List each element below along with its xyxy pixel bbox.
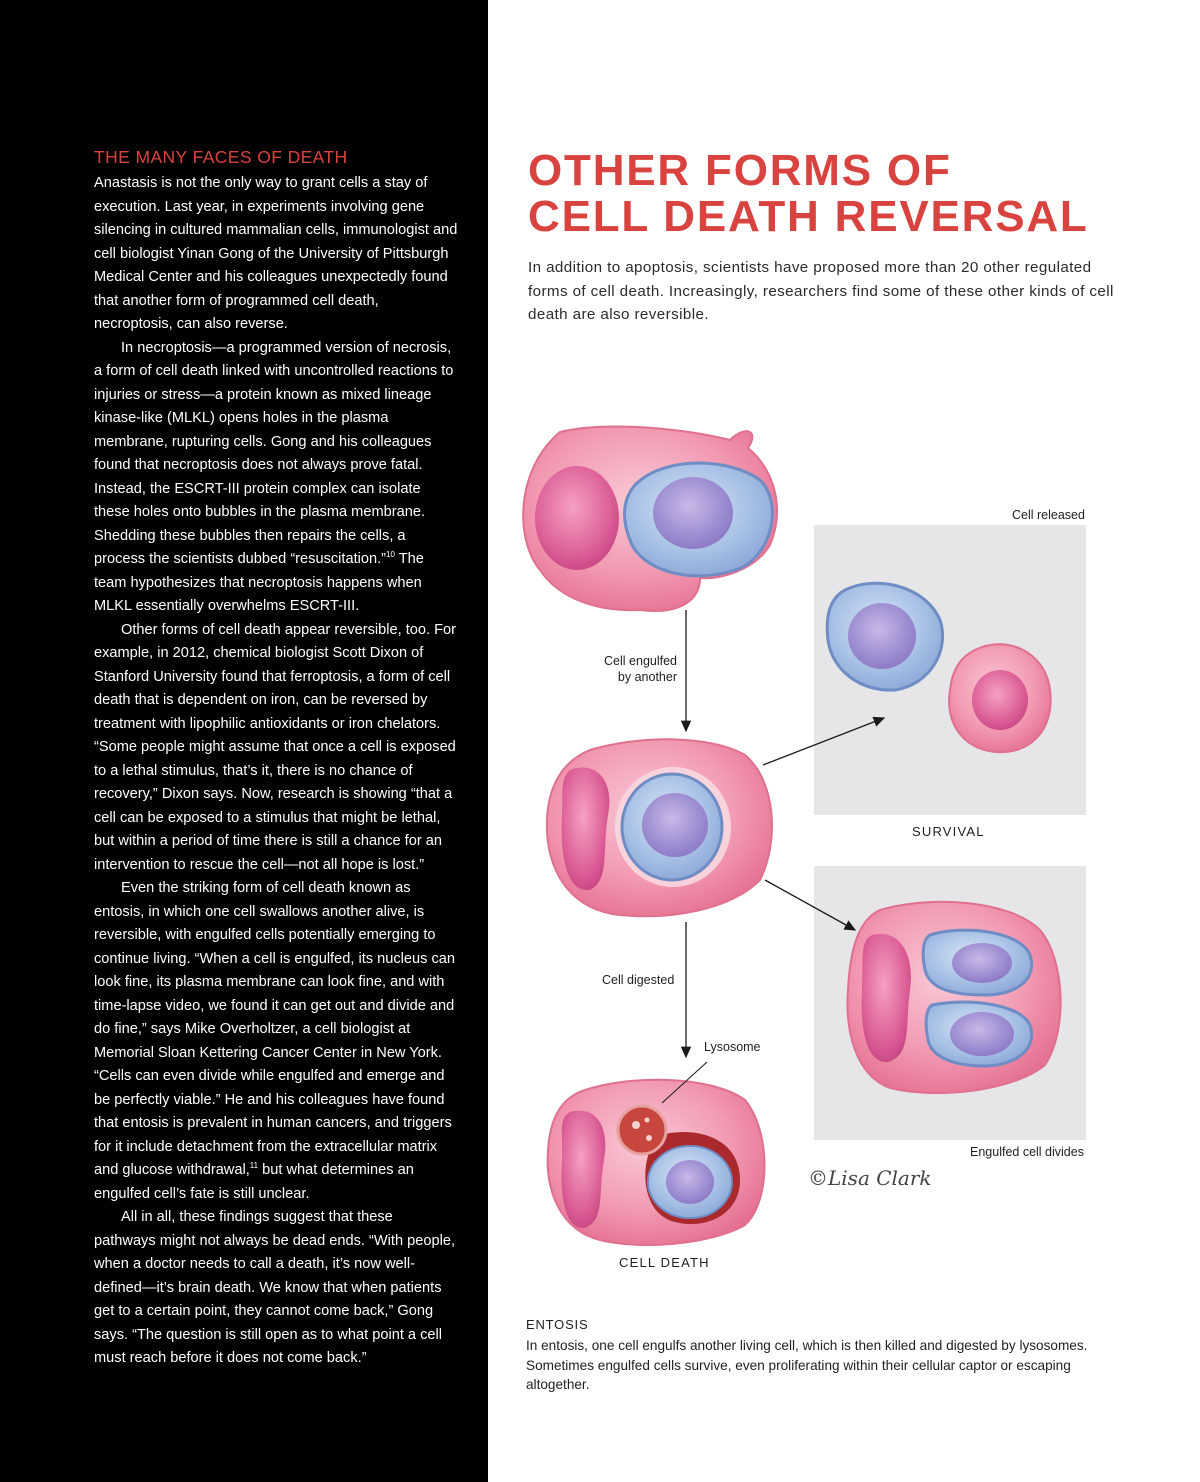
paragraph-4-text-b: but what determines an engulfed cell’s fate is still unclear. [94, 1162, 414, 1202]
label-cell-engulfed: Cell engulfed by another [604, 654, 677, 684]
released-pink-cell [949, 644, 1051, 752]
label-lysosome: Lysosome [704, 1040, 761, 1054]
sidebar-paragraph-1: Anastasis is not the only way to grant cells a stay of execution. Last year, in experiments involving gene silencing in cultured mammalian cells, immunologist and cell biologist Yinan Gong of the University of Pittsburgh Medical Center and his colleagues unexpectedly found that another form of programmed cell death, necroptosis, can also reverse. [94, 175, 458, 332]
label-cell-released: Cell released [1012, 508, 1085, 522]
title-line-2: CELL DEATH REVERSAL [528, 192, 1089, 241]
captor-cell-with-divided-cells [847, 902, 1060, 1093]
reference-10: 10 [386, 550, 395, 560]
label-cell-digested: Cell digested [602, 973, 675, 987]
caption-title: ENTOSIS [526, 1317, 589, 1332]
artist-signature: ©Lisa Clark [808, 1166, 932, 1190]
engulfed-cell-middle [547, 739, 772, 916]
sidebar-heading: THE MANY FACES OF DEATH [94, 147, 348, 167]
sidebar-paragraph-5: All in all, these findings suggest that these pathways might not always be dead ends. “With people, when a doctor needs to call a death, it’s now well-defined—it’s brain death. We know that when patients get to a certain point, they cannot come back,” Gong says. “The question is still open as to what point a cell must reach before it does not come back.” [94, 1209, 455, 1366]
label-engulfed-divides: Engulfed cell divides [970, 1145, 1084, 1159]
dying-cell [548, 1080, 765, 1245]
paragraph-2-text-a: In necroptosis—a programmed version of necrosis, a form of cell death linked with uncontrolled reactions to injuries or stress—a protein known as mixed lineage kinase-like (MLKL) opens holes in the plasma membrane, rupturing cells. Gong and his colleagues found that necroptosis does not always prove fatal. Instead, the ESCRT-III protein complex can isolate these holes onto bubbles in the plasma membrane. Shedding these bubbles then repairs the cells, a process the scientists dubbed “resuscitation.” [94, 339, 454, 567]
paragraph-2-text-b: The team hypothesizes that necroptosis happens when MLKL essentially overwhelms ESCRT-III. [94, 551, 424, 614]
released-blue-cell [827, 583, 942, 690]
engulfing-cell [523, 427, 777, 611]
reference-11: 11 [249, 1161, 259, 1171]
paragraph-4-text-a: Even the striking form of cell death known as entosis, in which one cell swallows another alive, is reversible, with engulfed cells potentially emerging to continue living. “When a cell is engulfed, its nucleus can look fine, its plasma membrane can look fine, and with time-lapse video, we found it can get out and divide and do fine,” says Mike Overholtzer, a cell biologist at Memorial Sloan Kettering Cancer Center in New York. “Cells can even divide while engulfed and emerge and be perfectly viable.” He and his colleagues have found that entosis is prevalent in human cancers, and triggers for it include detachment from the extracellular matrix and glucose withdrawal, [94, 880, 455, 1178]
label-cell-death: CELL DEATH [619, 1255, 710, 1270]
sidebar-paragraph-3: Other forms of cell death appear reversible, too. For example, in 2012, chemical biologist Scott Dixon of Stanford University found that ferroptosis, a form of cell death that is dependent on iron, can be reversed by treatment with lipophilic antioxidants or iron chelators. “Some people might assume that once a cell is exposed to a lethal stimulus, that’s it, there is no chance of recovery,” Dixon says. Now, research is showing “that a cell can be exposed to a stimulus that might be lethal, but within a period of time there is still a chance for an intervention to rescue the cell—not all hope is lost.” [94, 621, 457, 873]
intro-text: In addition to apoptosis, scientists have proposed more than 20 other regulated forms of cell death. Increasingly, researchers find some of these other kinds of cell death are also reversible. [528, 259, 1114, 323]
title-line-1: OTHER FORMS OF [528, 146, 952, 195]
caption-text: In entosis, one cell engulfs another living cell, which is then killed and digested by lysosomes. Sometimes engulfed cells survive, even proliferating within their cellular captor or escaping altogether. [526, 1338, 1088, 1392]
label-survival: SURVIVAL [912, 824, 985, 839]
